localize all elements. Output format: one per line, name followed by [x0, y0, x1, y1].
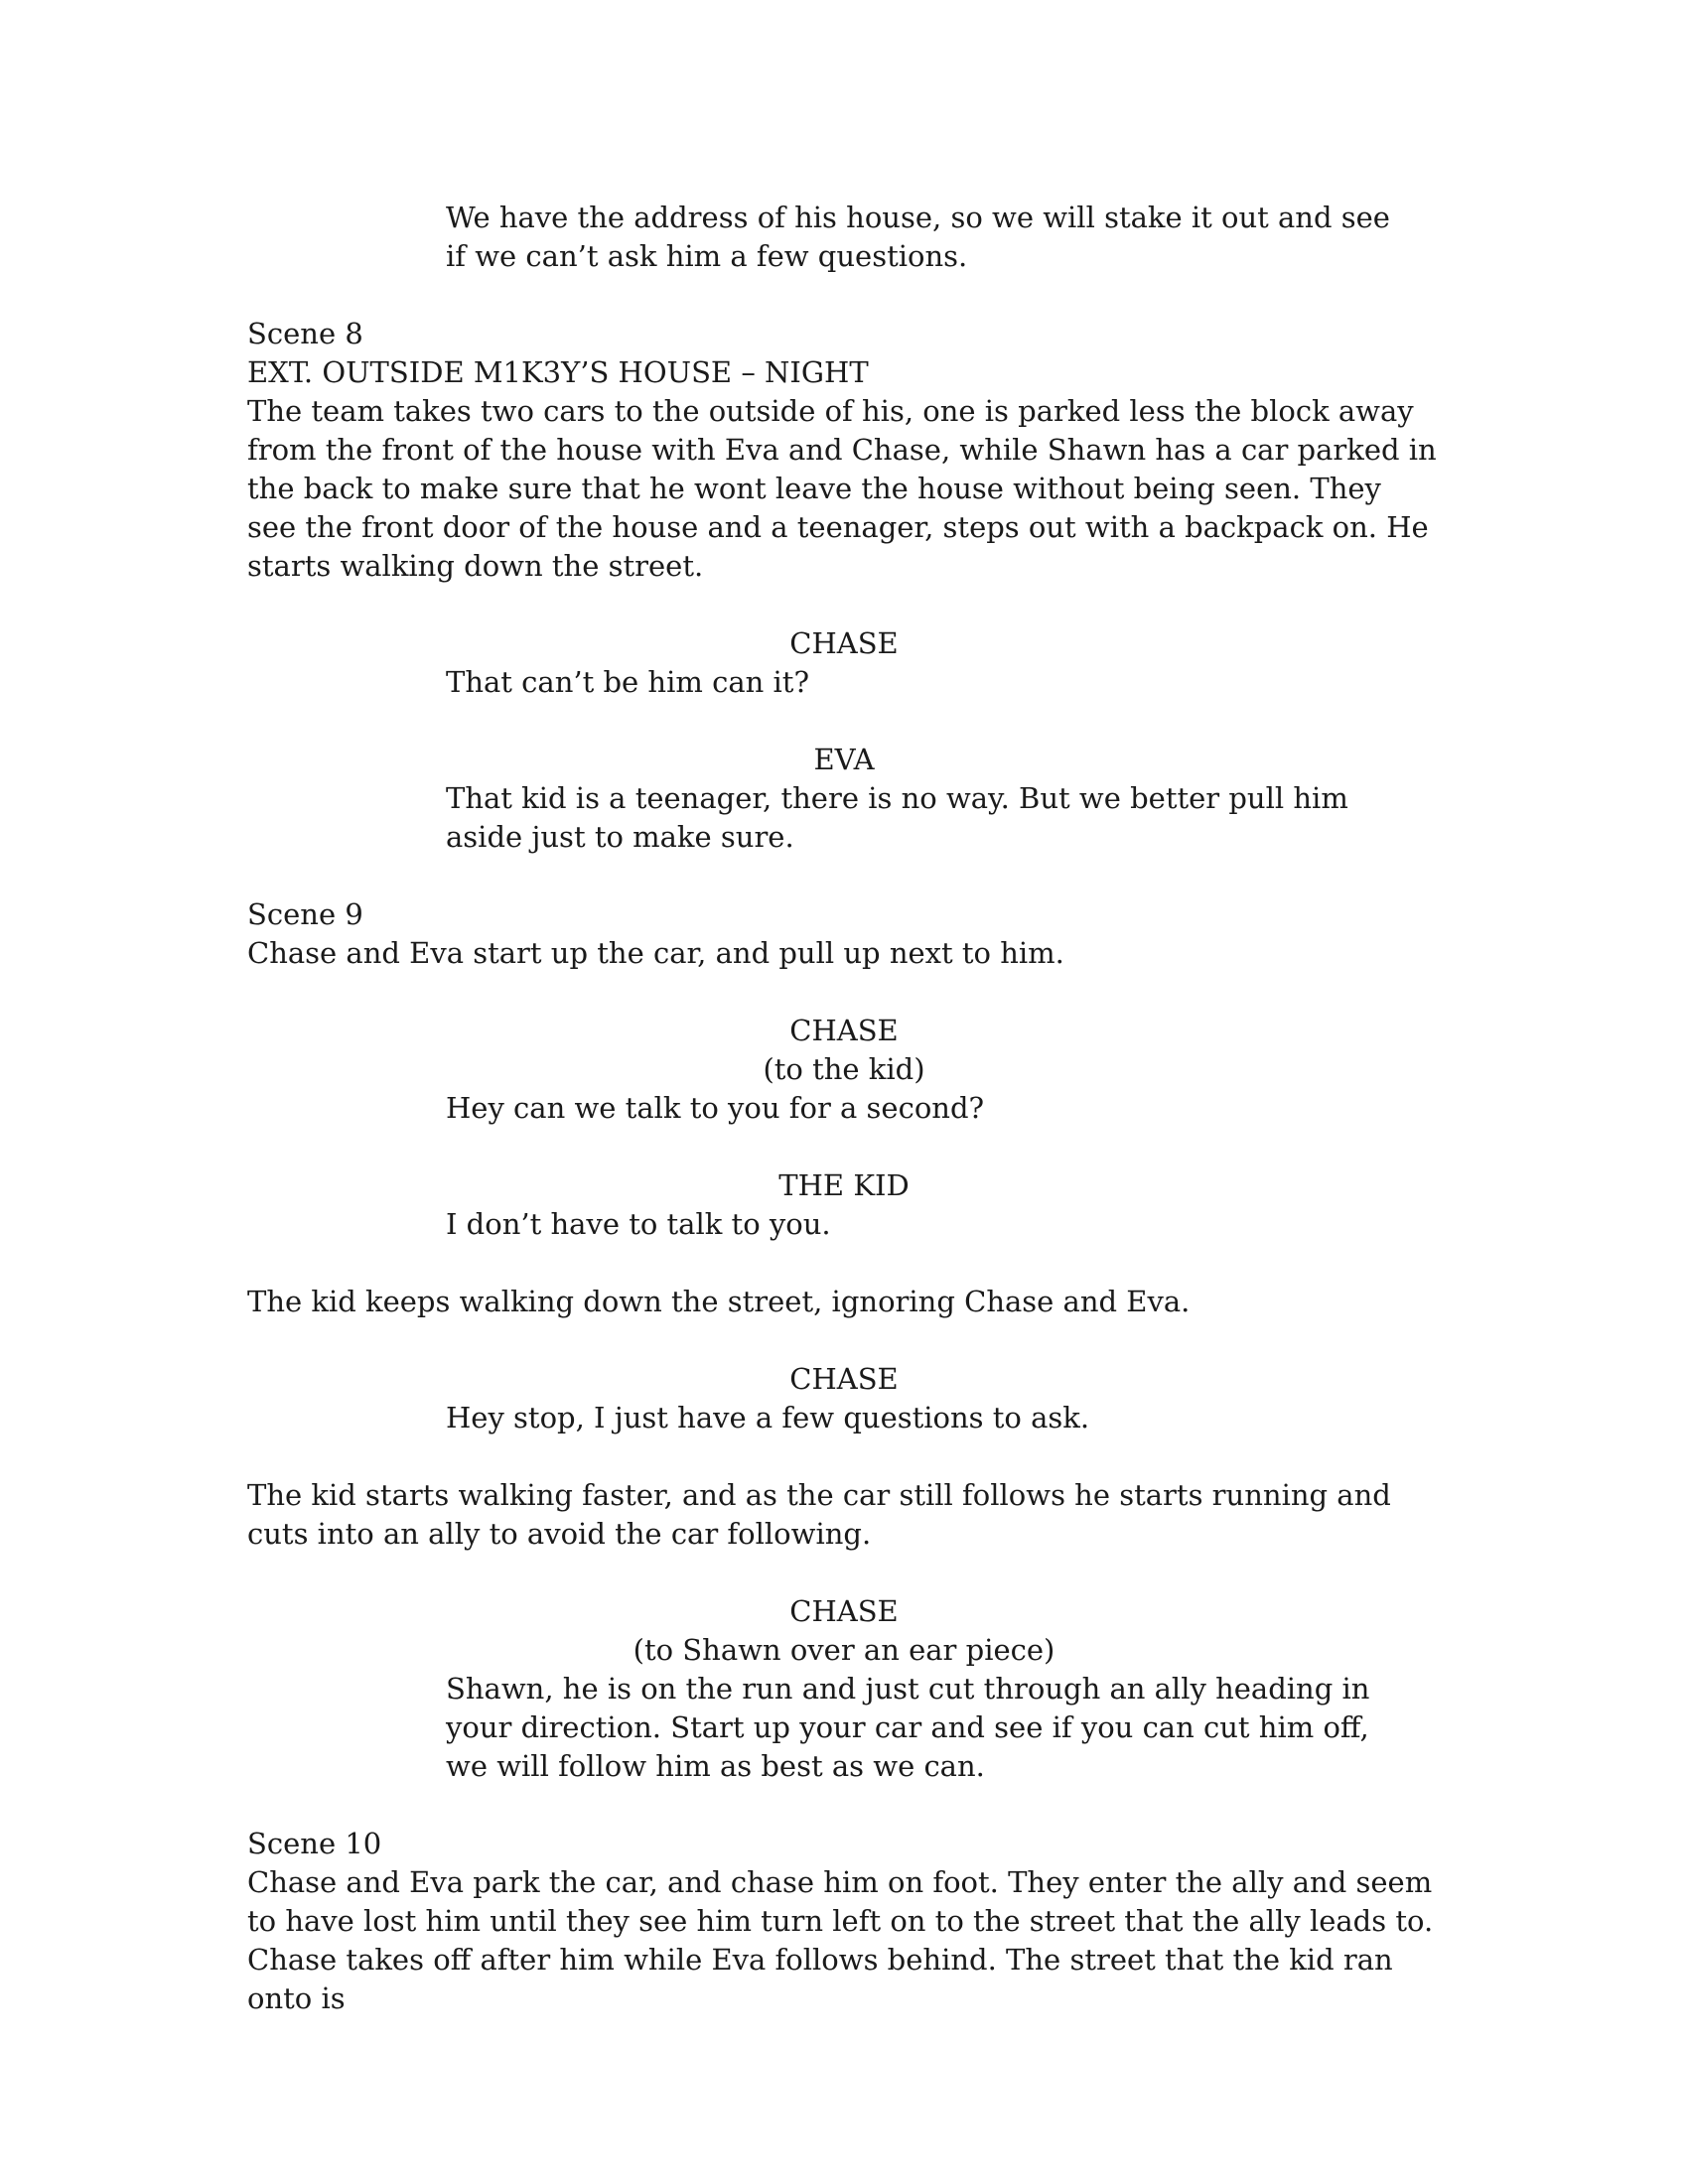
character-chase: CHASE	[789, 626, 899, 660]
action-chase-on-foot: Chase and Eva park the car, and chase him on foot. They enter the ally and seem to have lost him until they see him turn left on to the street that the ally leads to. Chase takes off after him while Eva follows behind. The street that the kid ran onto is	[247, 1865, 1434, 2015]
dialogue-kid-1: I don’t have to talk to you.	[446, 1207, 831, 1241]
character-the-kid: THE KID	[778, 1168, 910, 1202]
parenthetical-to-kid: (to the kid)	[763, 1052, 925, 1086]
action-team-takes-cars: The team takes two cars to the outside of his, one is parked less the block away from the front of the house with Eva and Chase, while Shawn has a car parked in the back to make sure that he wont leave the house without being seen. They see the front door of the house and a teenager, steps out with a backpack on. He starts walking down the street.	[247, 394, 1437, 583]
character-eva: EVA	[813, 743, 875, 776]
action-pull-up: Chase and Eva start up the car, and pull up next to him.	[247, 936, 1064, 970]
character-chase: CHASE	[789, 1594, 899, 1628]
action-kid-keeps-walking: The kid keeps walking down the street, ignoring Chase and Eva.	[247, 1285, 1191, 1318]
dialogue-stakeout: We have the address of his house, so we will stake it out and see if we can’t ask him a few questions.	[446, 201, 1390, 273]
dialogue-eva-1: That kid is a teenager, there is no way. But we better pull him aside just to make sure.	[446, 781, 1348, 854]
character-chase: CHASE	[789, 1014, 899, 1047]
character-chase: CHASE	[789, 1362, 899, 1396]
scene-heading-8: Scene 8	[247, 317, 363, 350]
scene-heading-9: Scene 9	[247, 897, 363, 931]
action-kid-runs: The kid starts walking faster, and as the car still follows he starts running and cuts into an ally to avoid the car following.	[247, 1478, 1391, 1551]
parenthetical-to-shawn: (to Shawn over an ear piece)	[633, 1633, 1055, 1667]
dialogue-chase-4: Shawn, he is on the run and just cut through an ally heading in your direction. Start up your car and see if you can cut him off, we will follow him as best as we can.	[446, 1672, 1370, 1783]
slugline-outside-house: EXT. OUTSIDE M1K3Y’S HOUSE – NIGHT	[247, 355, 869, 389]
dialogue-chase-1: That can’t be him can it?	[446, 665, 809, 699]
scene-heading-10: Scene 10	[247, 1827, 382, 1860]
dialogue-chase-2: Hey can we talk to you for a second?	[446, 1091, 985, 1125]
dialogue-chase-3: Hey stop, I just have a few questions to ask.	[446, 1401, 1090, 1434]
